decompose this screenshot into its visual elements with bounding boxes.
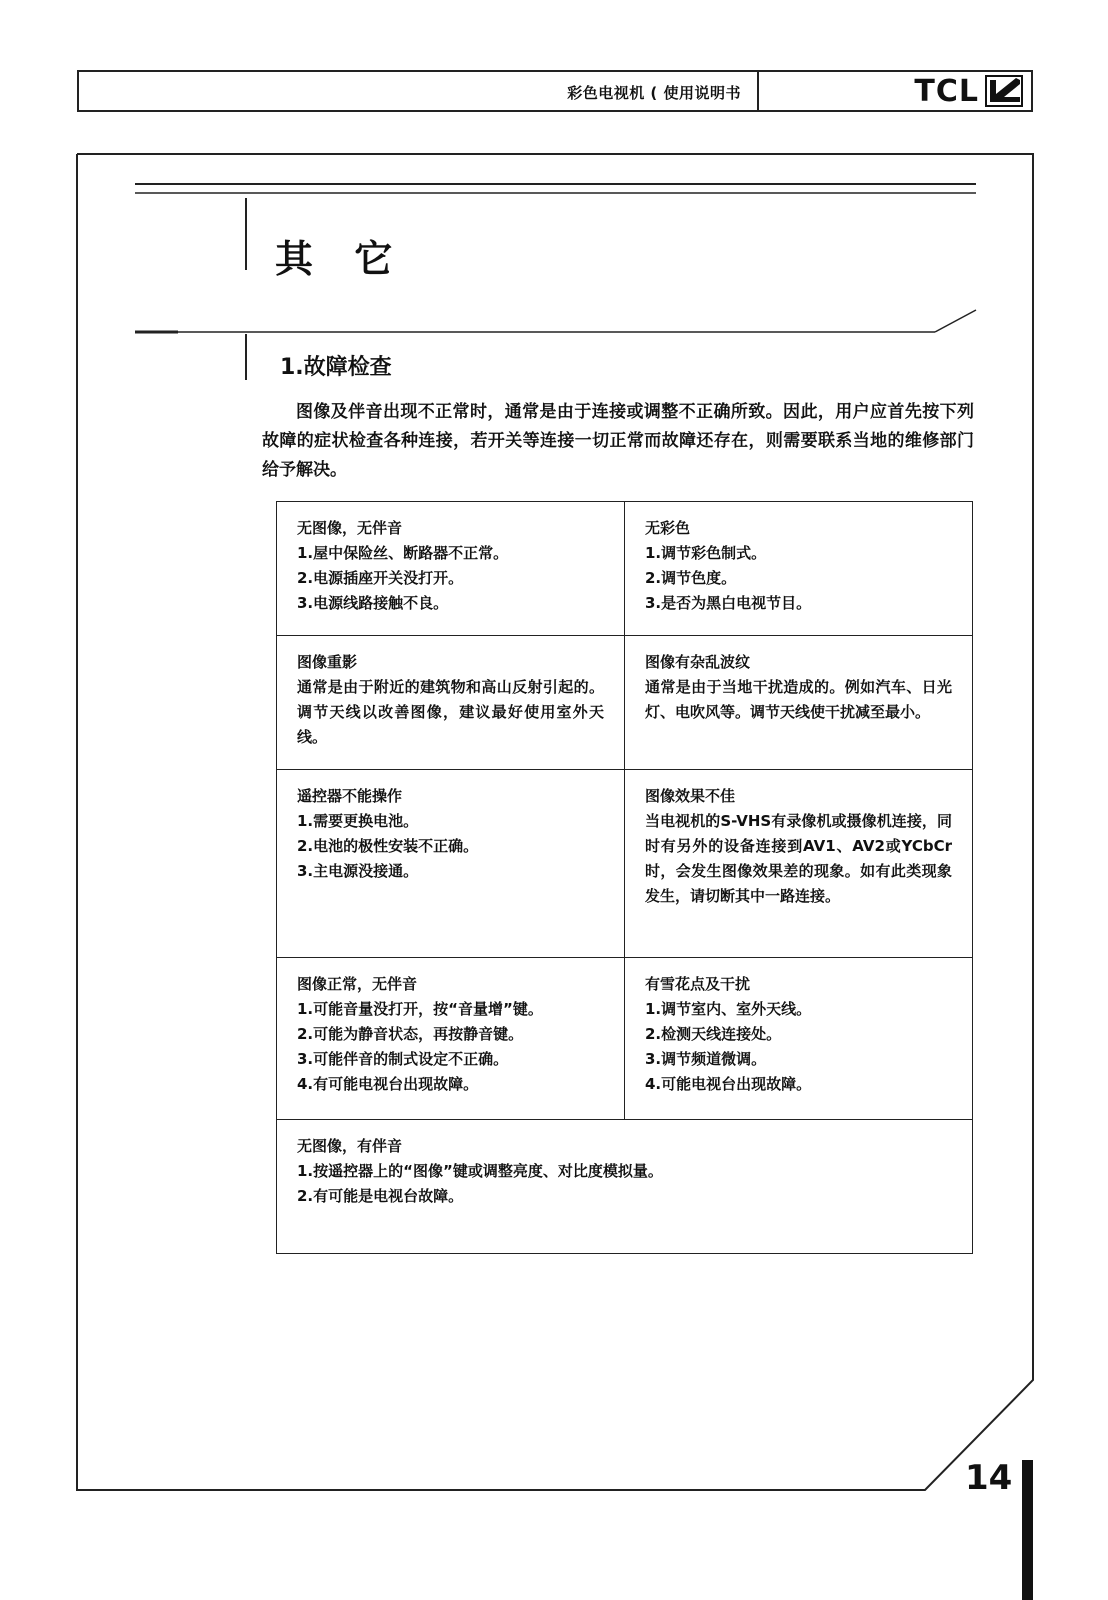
cell-line: 4.可能电视台出现故障。 [645,1075,812,1093]
cell-line: 3.是否为黑白电视节目。 [645,594,812,612]
table-row [277,958,973,1120]
cell-body: 通常是由于当地干扰造成的。例如汽车、日光灯、电吹风等。调节天线使干扰减至最小。 [645,678,952,721]
table-cell [277,636,625,770]
cell-line: 1.调节室内、室外天线。 [645,1000,812,1018]
cell-line: 2.有可能是电视台故障。 [297,1187,464,1205]
table-row [277,770,973,958]
cell-line: 2.调节色度。 [645,569,737,587]
cell-line: 2.检测天线连接处。 [645,1025,782,1043]
cell-line: 1.可能音量没打开，按“音量增”键。 [297,1000,543,1018]
cell-line: 2.电池的极性安装不正确。 [297,837,479,855]
cell-title: 无彩色 [645,519,691,537]
cell-line: 4.有可能电视台出现故障。 [297,1075,479,1093]
table-row [277,1120,973,1254]
table-cell [277,770,625,958]
cell-body: 通常是由于附近的建筑物和高山反射引起的。调节天线以改善图像，建议最好使用室外天线。 [297,678,604,746]
cell-line: 1.按遥控器上的“图像”键或调整亮度、对比度模拟量。 [297,1162,663,1180]
header-title: 彩色电视机 ( 使用说明书 [567,84,741,102]
table-cell [277,958,625,1120]
cell-title: 图像效果不佳 [645,787,736,805]
cell-title: 图像正常，无伴音 [297,975,418,993]
table-cell [625,502,973,636]
cell-line: 2.电源插座开关没打开。 [297,569,464,587]
cell-title: 图像有杂乱波纹 [645,653,751,671]
intro-paragraph: 图像及伴音出现不正常时，通常是由于连接或调整不正确所致。因此，用户应首先按下列故障的症状检查各种连接，若开关等连接一切正常而故障还存在，则需要联系当地的维修部门给予解决。 [262,402,974,480]
cell-title: 无图像，无伴音 [297,519,403,537]
page-number: 14 [965,1458,1013,1498]
table-row [277,636,973,770]
table-cell [625,636,973,770]
cell-line: 1.屋中保险丝、断路器不正常。 [297,544,509,562]
table-cell [625,770,973,958]
table-cell [625,958,973,1120]
cell-line: 3.电源线路接触不良。 [297,594,449,612]
cell-line: 1.需要更换电池。 [297,812,419,830]
subheading: 1.故障检查 [280,355,392,380]
logo-text: TCL [914,73,979,109]
cell-line: 3.主电源没接通。 [297,862,419,880]
troubleshooting-table [276,501,973,1254]
section-title: 其 它 [275,236,407,281]
cell-line: 2.可能为静音状态，再按静音键。 [297,1025,524,1043]
cell-title: 遥控器不能操作 [297,787,403,805]
table-cell [277,502,625,636]
page-edge-bar [1022,1460,1033,1600]
cell-title: 无图像，有伴音 [297,1137,403,1155]
table-cell [277,1120,973,1254]
cell-line: 3.调节频道微调。 [645,1050,767,1068]
cell-line: 3.可能伴音的制式设定不正确。 [297,1050,509,1068]
table-row [277,502,973,636]
cell-body: 当电视机的S-VHS有录像机或摄像机连接，同时有另外的设备连接到AV1、AV2或YCbCr时，会发生图像效果差的现象。如有此类现象发生，请切断其中一路连接。 [645,812,952,905]
cell-line: 1.调节彩色制式。 [645,544,767,562]
cell-title: 有雪花点及干扰 [645,975,751,993]
cell-title: 图像重影 [297,653,358,671]
